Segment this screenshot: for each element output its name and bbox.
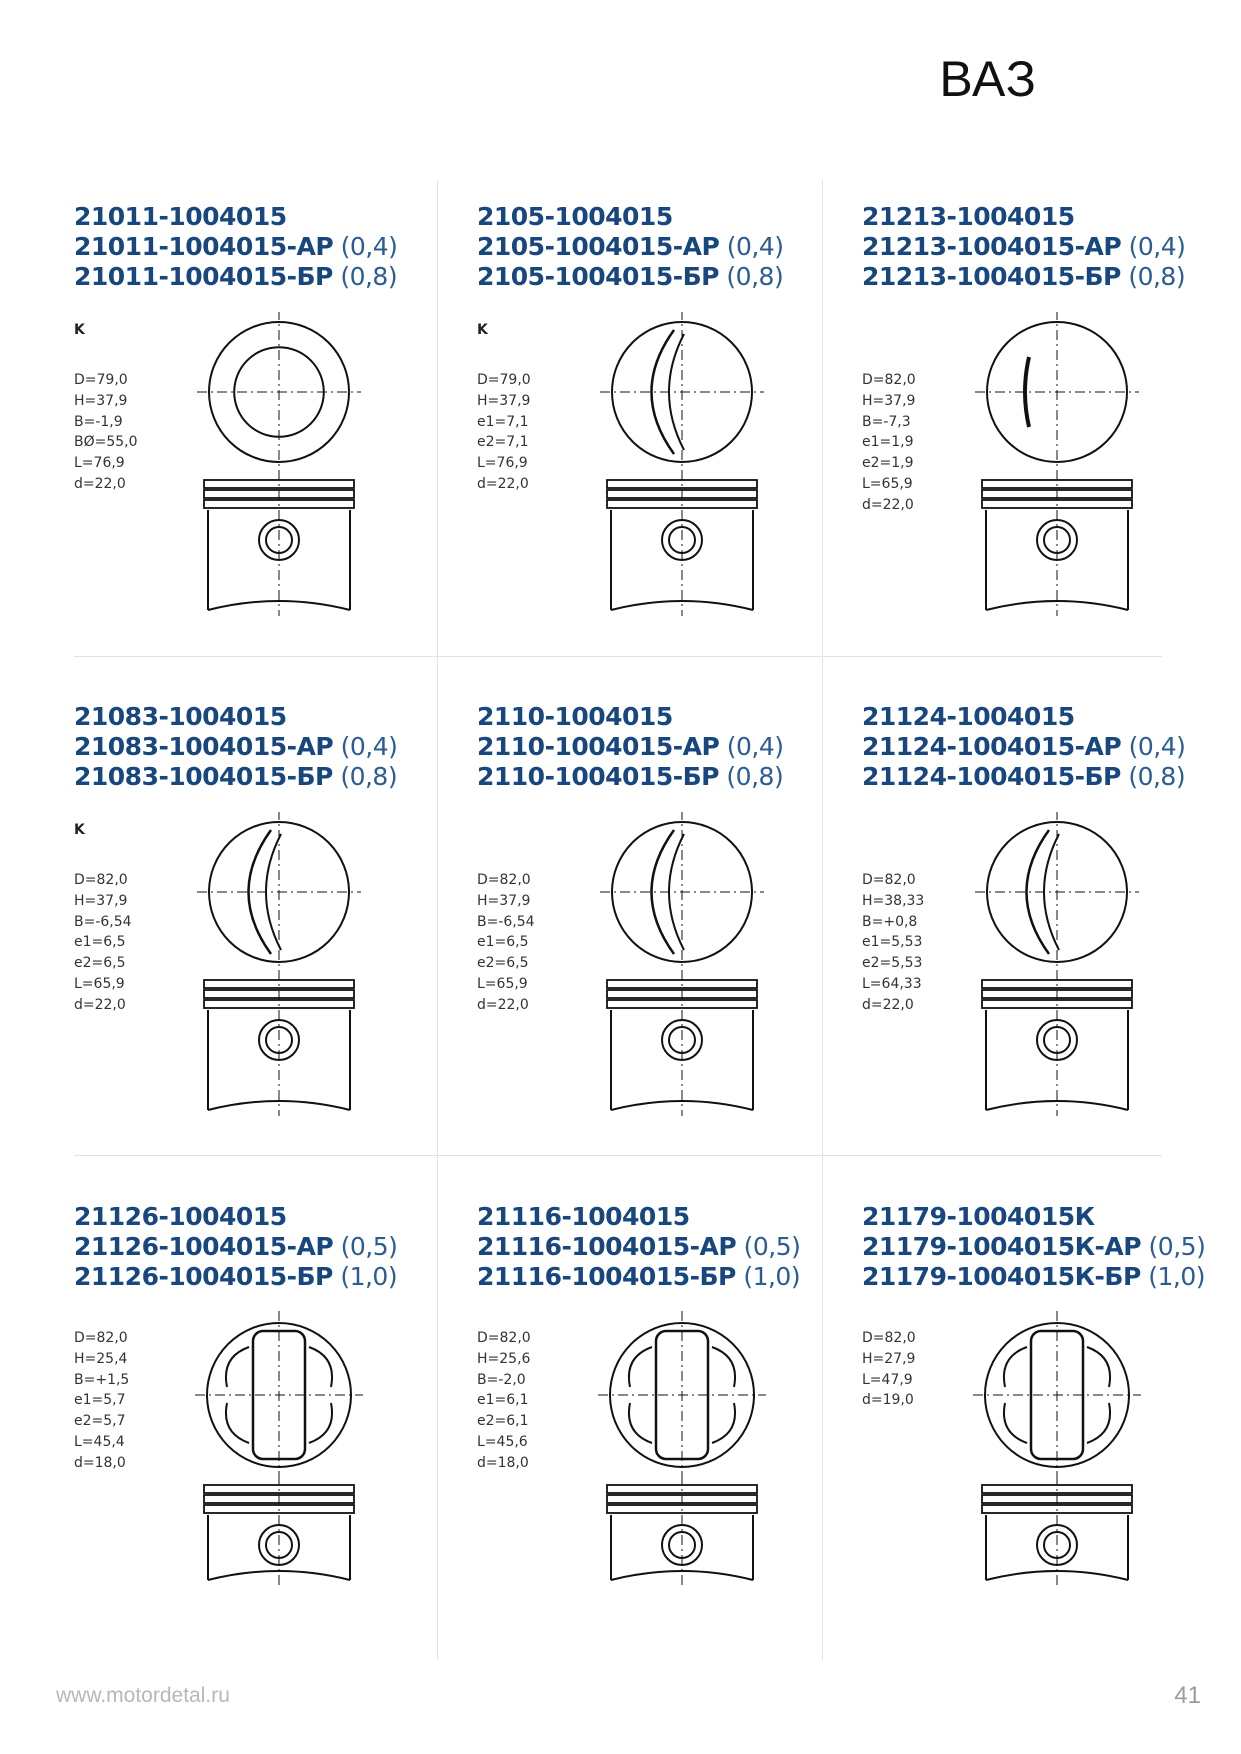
piston-drawing [194, 1310, 364, 1604]
part-numbers [862, 202, 1185, 292]
repair-size: (0,8) [1120, 262, 1186, 291]
spec-list [74, 370, 138, 495]
piston-card [74, 690, 464, 1180]
spec-item: H=37,9 [477, 892, 531, 909]
piston-svg [972, 312, 1142, 622]
spec-item: d=18,0 [477, 1454, 529, 1471]
piston-drawing [972, 312, 1142, 626]
piston-side-view [982, 1475, 1132, 1586]
spec-item: e1=5,7 [74, 1392, 126, 1409]
part-code: 21124-1004015 [862, 702, 1075, 731]
part-number [74, 232, 397, 262]
piston-card [74, 1190, 464, 1680]
spec-item: D=82,0 [862, 372, 916, 388]
spec-item: e1=6,1 [477, 1392, 529, 1409]
part-number [74, 1202, 397, 1232]
part-number [74, 202, 397, 232]
piston-card [477, 1190, 867, 1680]
spec-item: B=-6,54 [477, 913, 535, 930]
part-code: 21179-1004015К-БР [862, 1262, 1141, 1291]
k-mark: K [74, 322, 85, 338]
spec-item: D=82,0 [74, 872, 128, 888]
piston-side-view [204, 970, 354, 1116]
part-code: 2110-1004015-АР [477, 732, 720, 761]
piston-side-view [982, 470, 1132, 616]
spec-item: d=22,0 [477, 996, 529, 1013]
part-code: 21011-1004015-АР [74, 232, 334, 261]
part-numbers [862, 702, 1185, 792]
piston-svg [194, 812, 364, 1122]
spec-item: H=37,9 [477, 392, 531, 409]
part-code: 21126-1004015-АР [74, 1232, 334, 1261]
spec-list [477, 870, 535, 1016]
repair-size: (0,8) [718, 762, 784, 791]
valve-relief [1025, 357, 1029, 427]
repair-size: (0,4) [333, 732, 398, 761]
part-code: 21124-1004015-АР [862, 732, 1122, 761]
spec-list [477, 1328, 531, 1474]
part-code: 21126-1004015 [74, 1202, 287, 1231]
piston-svg [597, 812, 767, 1122]
part-number [74, 1232, 397, 1262]
spec-item: e2=6,5 [477, 955, 529, 972]
piston-side-view [204, 470, 354, 616]
spec-item: e2=6,1 [477, 1413, 529, 1430]
part-numbers [862, 1202, 1205, 1292]
spec-item: BØ=55,0 [74, 434, 138, 451]
spec-item: L=65,9 [862, 475, 913, 492]
piston-svg [597, 312, 767, 622]
part-code: 21126-1004015-БР [74, 1262, 333, 1291]
spec-item: d=18,0 [74, 1454, 126, 1471]
spec-item: e2=7,1 [477, 434, 529, 451]
part-number [477, 202, 784, 232]
repair-size: (1,0) [735, 1262, 801, 1291]
spec-item: d=22,0 [862, 996, 914, 1013]
spec-item: e2=1,9 [862, 455, 914, 472]
part-number [862, 732, 1185, 762]
spec-item: D=82,0 [477, 1330, 531, 1346]
repair-size: (0,4) [1121, 232, 1186, 261]
piston-card [74, 190, 464, 680]
spec-item: e2=6,5 [74, 955, 126, 972]
repair-size: (0,8) [332, 762, 398, 791]
part-number [477, 732, 784, 762]
part-code: 2105-1004015-АР [477, 232, 720, 261]
piston-side-view [607, 470, 757, 616]
spec-item: e1=1,9 [862, 434, 914, 451]
footer-url[interactable]: www.motordetal.ru [56, 1684, 230, 1707]
spec-item: L=76,9 [477, 455, 528, 472]
spec-item: e1=7,1 [477, 413, 529, 430]
piston-svg [194, 312, 364, 622]
part-code: 21179-1004015К-АР [862, 1232, 1142, 1261]
spec-item: L=45,4 [74, 1433, 125, 1450]
repair-size: (0,5) [333, 1232, 398, 1261]
spec-item: B=-2,0 [477, 1371, 526, 1388]
part-code: 2105-1004015 [477, 202, 673, 231]
spec-item: e1=6,5 [74, 934, 126, 951]
part-number [862, 1202, 1205, 1232]
spec-item: H=38,33 [862, 892, 925, 909]
part-number [74, 762, 397, 792]
piston-card [477, 690, 867, 1180]
part-numbers [477, 1202, 800, 1292]
spec-item: L=76,9 [74, 455, 125, 472]
part-code: 21179-1004015К [862, 1202, 1095, 1231]
part-code: 2105-1004015-БР [477, 262, 719, 291]
part-code: 21083-1004015 [74, 702, 287, 731]
spec-item: d=22,0 [862, 496, 914, 513]
spec-item: L=64,33 [862, 975, 922, 992]
spec-list [477, 370, 531, 495]
spec-item: L=65,9 [477, 975, 528, 992]
piston-drawing [972, 812, 1142, 1126]
spec-item: H=37,9 [74, 392, 128, 409]
part-numbers [74, 202, 397, 292]
spec-item: D=82,0 [477, 872, 531, 888]
piston-svg [972, 812, 1142, 1122]
spec-item: H=37,9 [74, 892, 128, 909]
part-code: 21213-1004015-АР [862, 232, 1122, 261]
spec-item: e2=5,7 [74, 1413, 126, 1430]
part-code: 21213-1004015 [862, 202, 1075, 231]
piston-card [862, 1190, 1241, 1680]
piston-drawing [597, 1310, 767, 1604]
k-mark: K [74, 822, 85, 838]
spec-item: d=22,0 [74, 475, 126, 492]
spec-list [862, 1328, 916, 1411]
part-number [477, 1262, 800, 1292]
part-number [862, 202, 1185, 232]
spec-item: e1=6,5 [477, 934, 529, 951]
repair-size: (1,0) [1140, 1262, 1206, 1291]
spec-item: d=22,0 [477, 475, 529, 492]
spec-item: D=82,0 [74, 1330, 128, 1346]
repair-size: (0,4) [719, 232, 784, 261]
spec-item: D=82,0 [862, 872, 916, 888]
piston-side-view [607, 1475, 757, 1586]
part-number [477, 702, 784, 732]
spec-item: B=-6,54 [74, 913, 132, 930]
piston-svg [597, 1310, 767, 1600]
part-number [477, 262, 784, 292]
part-number [862, 1262, 1205, 1292]
piston-drawing [972, 1310, 1142, 1604]
part-code: 21116-1004015-БР [477, 1262, 736, 1291]
piston-card [862, 690, 1241, 1180]
piston-drawing [194, 812, 364, 1126]
spec-item: D=82,0 [862, 1330, 916, 1346]
repair-size: (0,4) [333, 232, 398, 261]
spec-item: e1=5,53 [862, 934, 923, 951]
piston-card [862, 190, 1241, 680]
part-code: 21116-1004015-АР [477, 1232, 737, 1261]
part-number [477, 762, 784, 792]
part-number [74, 732, 397, 762]
repair-size: (0,5) [736, 1232, 801, 1261]
spec-item: H=25,4 [74, 1350, 128, 1367]
part-code: 21083-1004015-АР [74, 732, 334, 761]
part-number [74, 702, 397, 732]
repair-size: (0,8) [718, 262, 784, 291]
part-code: 21011-1004015 [74, 202, 287, 231]
spec-item: D=79,0 [74, 372, 128, 388]
part-number [862, 262, 1185, 292]
part-code: 2110-1004015-БР [477, 762, 719, 791]
page-number: 41 [1174, 1682, 1201, 1709]
spec-item: L=65,9 [74, 975, 125, 992]
spec-item: H=27,9 [862, 1350, 916, 1367]
repair-size: (0,4) [1121, 732, 1186, 761]
repair-size: (1,0) [332, 1262, 398, 1291]
part-number [862, 232, 1185, 262]
spec-item: L=45,6 [477, 1433, 528, 1450]
piston-drawing [194, 312, 364, 626]
spec-item: B=-7,3 [862, 413, 911, 430]
part-number [477, 232, 784, 262]
piston-side-view [607, 970, 757, 1116]
repair-size: (0,8) [1120, 762, 1186, 791]
spec-item: D=79,0 [477, 372, 531, 388]
part-number [862, 702, 1185, 732]
part-number [862, 762, 1185, 792]
part-code: 21011-1004015-БР [74, 262, 333, 291]
repair-size: (0,4) [719, 732, 784, 761]
piston-side-view [982, 970, 1132, 1116]
spec-item: H=25,6 [477, 1350, 531, 1367]
piston-drawing [597, 312, 767, 626]
part-code: 21116-1004015 [477, 1202, 690, 1231]
spec-item: d=22,0 [74, 996, 126, 1013]
part-numbers [477, 202, 784, 292]
part-numbers [477, 702, 784, 792]
piston-svg [972, 1310, 1142, 1600]
spec-item: B=+0,8 [862, 913, 918, 930]
page-title: ВАЗ [939, 51, 1037, 107]
spec-item: d=19,0 [862, 1392, 914, 1409]
part-number [862, 1232, 1205, 1262]
part-number [477, 1202, 800, 1232]
spec-item: B=-1,9 [74, 413, 123, 430]
k-mark: K [477, 322, 488, 338]
piston-drawing [597, 812, 767, 1126]
repair-size: (0,8) [332, 262, 398, 291]
spec-list [74, 870, 132, 1016]
piston-svg [194, 1310, 364, 1600]
spec-list [862, 870, 924, 1016]
part-code: 2110-1004015 [477, 702, 673, 731]
spec-item: H=37,9 [862, 392, 916, 409]
part-code: 21213-1004015-БР [862, 262, 1121, 291]
spec-item: L=47,9 [862, 1371, 913, 1388]
part-number [74, 1262, 397, 1292]
part-code: 21124-1004015-БР [862, 762, 1121, 791]
spec-list [862, 370, 916, 516]
part-number [74, 262, 397, 292]
spec-list [74, 1328, 129, 1474]
piston-card [477, 190, 867, 680]
piston-side-view [204, 1475, 354, 1586]
part-number [477, 1232, 800, 1262]
repair-size: (0,5) [1141, 1232, 1206, 1261]
part-numbers [74, 702, 397, 792]
part-numbers [74, 1202, 397, 1292]
spec-item: e2=5,53 [862, 955, 923, 972]
spec-item: B=+1,5 [74, 1371, 130, 1388]
part-code: 21083-1004015-БР [74, 762, 333, 791]
